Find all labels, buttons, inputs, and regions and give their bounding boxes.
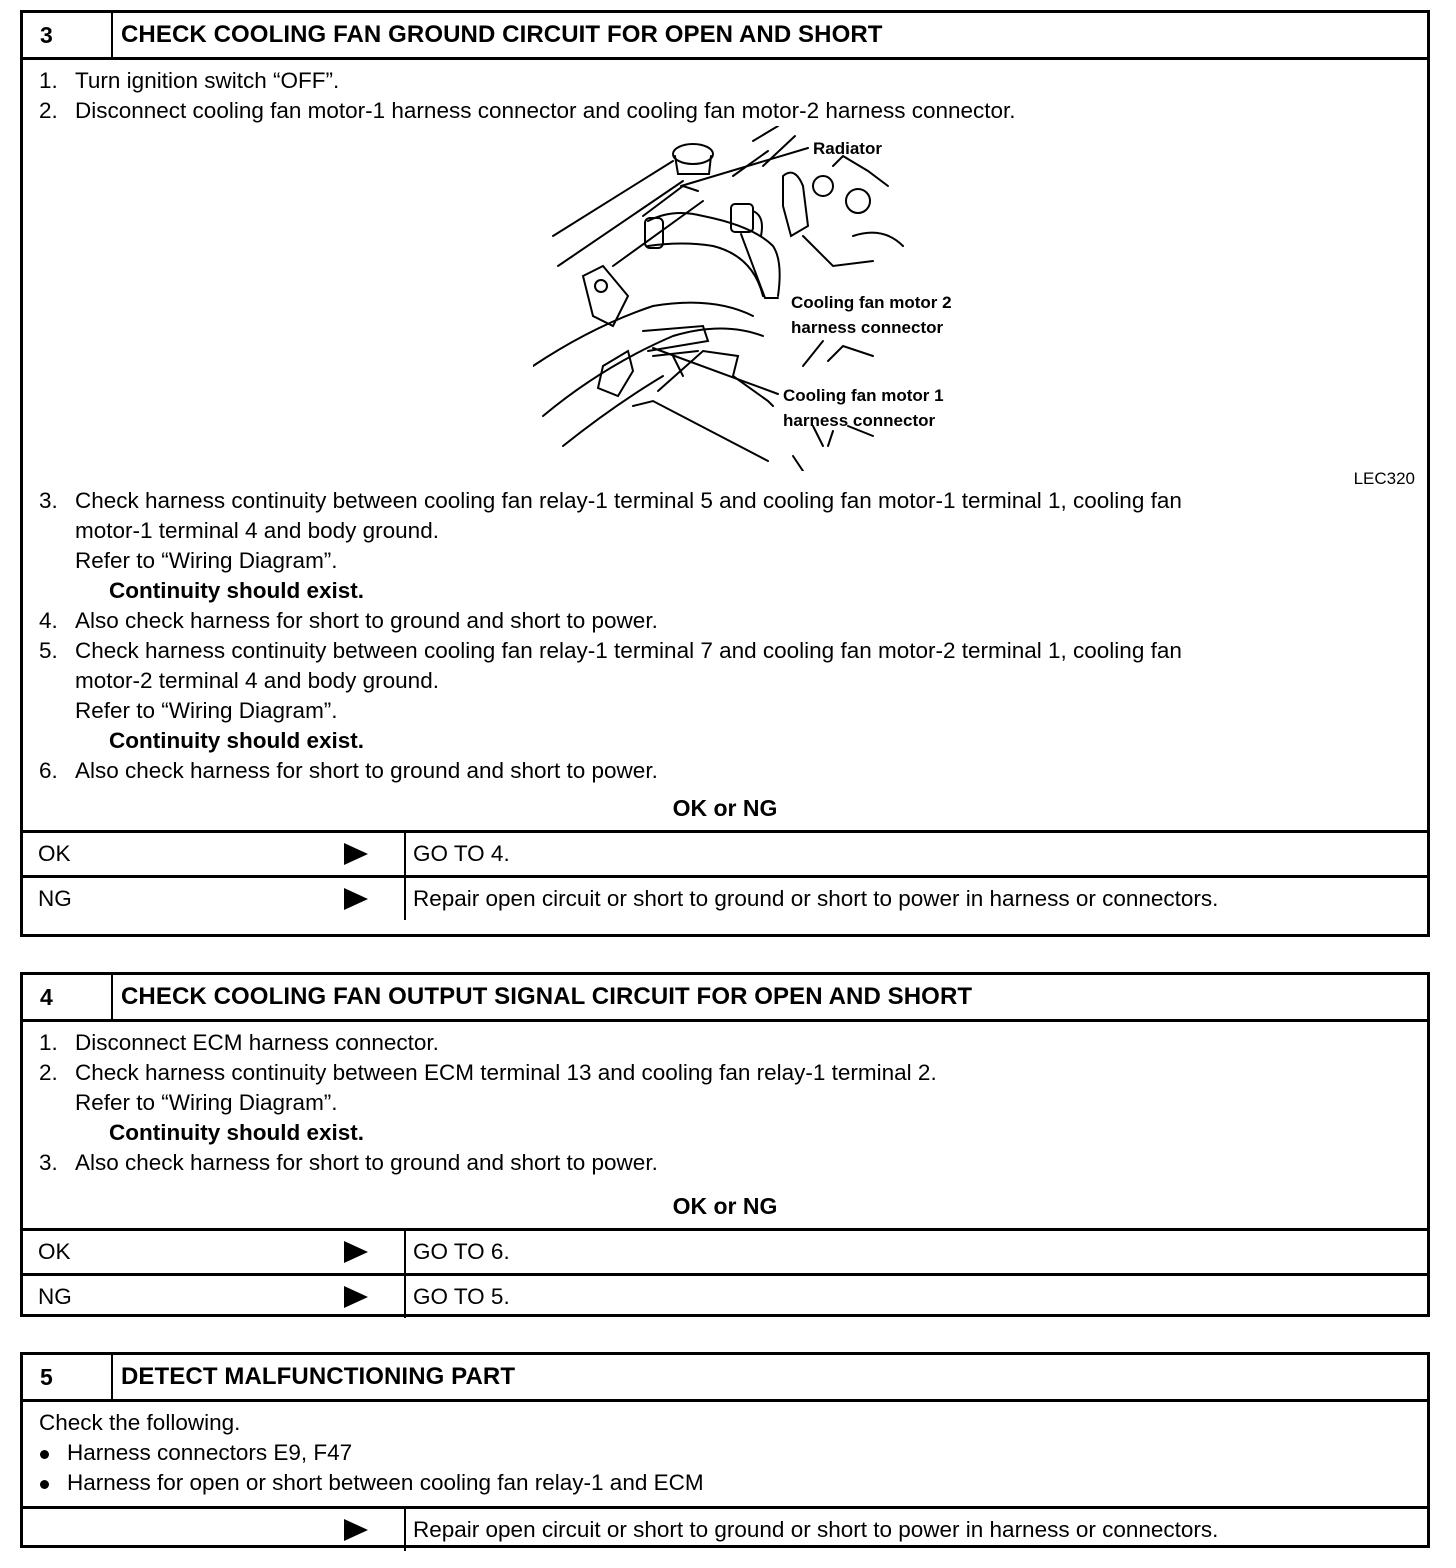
instruction-item: 1. Turn ignition switch “OFF”.: [39, 68, 340, 93]
check-item: Harness connectors E9, F47: [23, 1438, 1427, 1468]
step-4-header: [23, 975, 1427, 1022]
result-row-ok[interactable]: [23, 830, 1427, 875]
step-number: 4: [23, 975, 113, 1019]
instruction-item: 1. Disconnect ECM harness connector.: [39, 1030, 439, 1055]
check-item: Harness for open or short between cooling fan relay-1 and ECM: [23, 1468, 1427, 1498]
refer-text: Refer to “Wiring Diagram”.: [75, 548, 338, 573]
instruction-item: 3. Check harness continuity between cooling fan relay-1 terminal 5 and cooling fan motor-1 terminal 1, cooling fan: [39, 488, 1182, 513]
motor-2-label-line1: Cooling fan motor 2: [791, 293, 952, 312]
step-title: CHECK COOLING FAN OUTPUT SIGNAL CIRCUIT FOR OPEN AND SHORT: [121, 983, 973, 1010]
instruction-item: 2. Disconnect cooling fan motor-1 harness connector and cooling fan motor-2 harness connector.: [39, 98, 1016, 123]
instruction-item: 3. Also check harness for short to ground and short to power.: [39, 1150, 658, 1175]
instruction-item: 5. Check harness continuity between cooling fan relay-1 terminal 7 and cooling fan motor-2 terminal 1, cooling fan: [39, 638, 1182, 663]
motor-2-label-line2: harness connector: [791, 318, 944, 337]
step-3-panel: [20, 10, 1430, 937]
result-key: OK: [38, 841, 71, 866]
result-action: Repair open circuit or short to ground or short to power in harness or connectors.: [413, 886, 1219, 911]
ok-or-ng-label: OK or NG: [672, 1193, 778, 1219]
step-title: CHECK COOLING FAN GROUND CIRCUIT FOR OPEN AND SHORT: [121, 21, 883, 48]
step-5-header: [23, 1355, 1427, 1402]
result-key: OK: [38, 1239, 71, 1264]
figure-code: LEC320: [1353, 469, 1415, 488]
instruction-continuation: motor-2 terminal 4 and body ground.: [75, 668, 439, 693]
expected-result: Continuity should exist.: [109, 578, 365, 603]
arrow-right-icon: [344, 888, 368, 910]
instruction-item: 4. Also check harness for short to ground and short to power.: [39, 608, 658, 633]
step-3-body: [23, 60, 1427, 830]
motor-1-label-line2: harness connector: [783, 411, 936, 430]
step-5-panel: [20, 1352, 1430, 1548]
instruction-item: 2. Check harness continuity between ECM terminal 13 and cooling fan relay-1 terminal 2.: [39, 1060, 937, 1085]
engine-bay-illustration: [533, 126, 993, 471]
connector-location-figure: [23, 126, 1427, 486]
result-action: Repair open circuit or short to ground or short to power in harness or connectors.: [413, 1517, 1219, 1542]
arrow-right-icon: [344, 1519, 368, 1541]
step-4-panel: [20, 972, 1430, 1317]
step-number: 3: [23, 13, 113, 57]
result-row-ng[interactable]: [23, 1273, 1427, 1318]
result-row: [23, 1506, 1427, 1551]
expected-result: Continuity should exist.: [109, 1120, 365, 1145]
step-number: 5: [23, 1355, 113, 1399]
result-row-ng[interactable]: [23, 875, 1427, 920]
result-action[interactable]: GO TO 5.: [413, 1284, 510, 1309]
result-action[interactable]: GO TO 6.: [413, 1239, 510, 1264]
ok-or-ng-label: OK or NG: [672, 795, 778, 821]
radiator-label: Radiator: [813, 139, 882, 158]
refer-text: Refer to “Wiring Diagram”.: [75, 698, 338, 723]
expected-result: Continuity should exist.: [109, 728, 365, 753]
step-4-body: [23, 1022, 1427, 1228]
intro-text: Check the following.: [39, 1410, 241, 1435]
motor-1-label-line1: Cooling fan motor 1: [783, 386, 944, 405]
instruction-continuation: motor-1 terminal 4 and body ground.: [75, 518, 439, 543]
arrow-right-icon: [344, 1241, 368, 1263]
arrow-right-icon: [344, 843, 368, 865]
refer-text: Refer to “Wiring Diagram”.: [75, 1090, 338, 1115]
arrow-right-icon: [344, 1286, 368, 1308]
result-key: NG: [38, 1284, 72, 1309]
radiator-cap-shape: [673, 144, 713, 164]
step-title: DETECT MALFUNCTIONING PART: [121, 1363, 516, 1390]
result-action[interactable]: GO TO 4.: [413, 841, 510, 866]
result-key: NG: [38, 886, 72, 911]
step-5-body: [23, 1402, 1427, 1506]
result-row-ok[interactable]: [23, 1228, 1427, 1273]
instruction-item: 6. Also check harness for short to ground and short to power.: [39, 758, 658, 783]
step-3-header: [23, 13, 1427, 60]
motor-1-leader-line: [653, 348, 778, 394]
